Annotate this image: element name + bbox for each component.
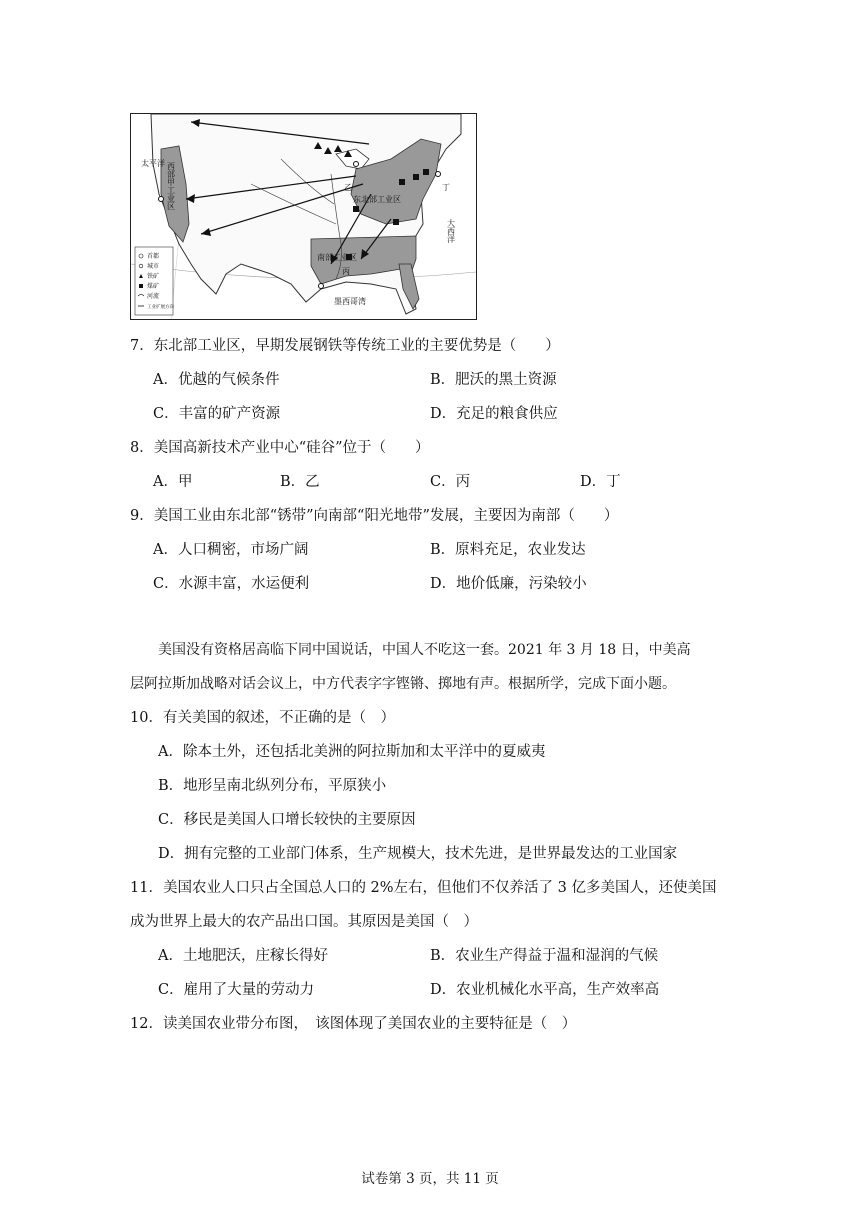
- legend-iron: 铁矿: [147, 273, 160, 280]
- question-8-stem: 8．美国高新技术产业中心“硅谷”位于（ ）: [130, 440, 430, 456]
- q9-option-c[interactable]: C．水源丰富，水运便利: [153, 576, 310, 592]
- q7-option-c[interactable]: C．丰富的矿产资源: [153, 406, 281, 422]
- q7-option-a[interactable]: A．优越的气候条件: [153, 372, 280, 388]
- question-11-stem-line-1: 11．美国农业人口只占全国总人口的 2%左右，但他们不仅养活了 3 亿多美国人，还使美国: [130, 880, 717, 896]
- map-drawing: [131, 114, 476, 319]
- bing-label: 丙: [342, 267, 350, 276]
- q10-option-a[interactable]: A．除本土外，还包括北美洲的阿拉斯加和太平洋中的夏威夷: [158, 744, 546, 760]
- legend-coal: 煤矿: [147, 283, 160, 290]
- ding-label: 丁: [442, 183, 450, 192]
- q8-option-a[interactable]: A．甲: [153, 474, 193, 490]
- passage-line-2: 层阿拉斯加战略对话会议上，中方代表字字铿锵、掷地有声。根据所学，完成下面小题。: [130, 676, 676, 692]
- legend-capital: 首都: [147, 253, 160, 260]
- question-9-stem: 9．美国工业由东北部“锈带”向南部“阳光地带”发展，主要因为南部（ ）: [130, 508, 619, 524]
- atlantic-label: 大西洋: [446, 219, 456, 243]
- us-industry-map: [130, 113, 477, 320]
- page-footer: 试卷第 3 页，共 11 页: [361, 1171, 499, 1187]
- q10-option-b[interactable]: B．地形呈南北纵列分布，平原狭小: [158, 778, 387, 794]
- question-7-stem: 7．东北部工业区，早期发展钢铁等传统工业的主要优势是（ ）: [130, 338, 560, 354]
- q9-option-d[interactable]: D．地价低廉，污染较小: [430, 576, 587, 592]
- south-region-label: 南部工业区: [317, 253, 357, 262]
- q10-option-d[interactable]: D．拥有完整的工业部门体系，生产规模大，技术先进，是世界最发达的工业国家: [158, 846, 678, 862]
- pacific-label: 太平洋: [141, 159, 165, 168]
- legend-river: 河流: [147, 293, 160, 300]
- q11-option-c[interactable]: C．雇用了大量的劳动力: [158, 982, 315, 998]
- q9-option-b[interactable]: B．原料充足，农业发达: [430, 542, 586, 558]
- northeast-region-label: 东北部工业区: [353, 195, 401, 204]
- q9-option-a[interactable]: A．人口稠密，市场广阔: [153, 542, 309, 558]
- q11-option-b[interactable]: B．农业生产得益于温和湿润的气候: [430, 948, 659, 964]
- question-11-stem-line-2: 成为世界上最大的农产品出口国。其原因是美国（ ）: [130, 914, 478, 930]
- legend-city: 城市: [147, 263, 160, 270]
- q8-option-c[interactable]: C．丙: [430, 474, 471, 490]
- q7-option-b[interactable]: B．肥沃的黑土资源: [430, 372, 557, 388]
- q7-option-d[interactable]: D．充足的粮食供应: [430, 406, 558, 422]
- q10-option-c[interactable]: C．移民是美国人口增长较快的主要原因: [158, 812, 416, 828]
- q11-option-d[interactable]: D．农业机械化水平高，生产效率高: [430, 982, 660, 998]
- yi-label: 乙: [344, 183, 352, 192]
- gulf-label: 墨西哥湾: [334, 297, 366, 306]
- q8-option-b[interactable]: B．乙: [280, 474, 320, 490]
- west-region-label: 西部甲工业区: [166, 162, 176, 210]
- q8-option-d[interactable]: D．丁: [580, 474, 621, 490]
- passage-line-1: 美国没有资格居高临下同中国说话，中国人不吃这一套。2021 年 3 月 18 日，中美高: [158, 642, 691, 658]
- question-10-stem: 10．有关美国的叙述，不正确的是（ ）: [130, 710, 395, 726]
- legend-migration: 工业扩展方向: [147, 305, 174, 310]
- q11-option-a[interactable]: A．土地肥沃，庄稼长得好: [158, 948, 328, 964]
- question-12-stem: 12．读美国农业带分布图， 该图体现了美国农业的主要特征是（ ）: [130, 1016, 577, 1032]
